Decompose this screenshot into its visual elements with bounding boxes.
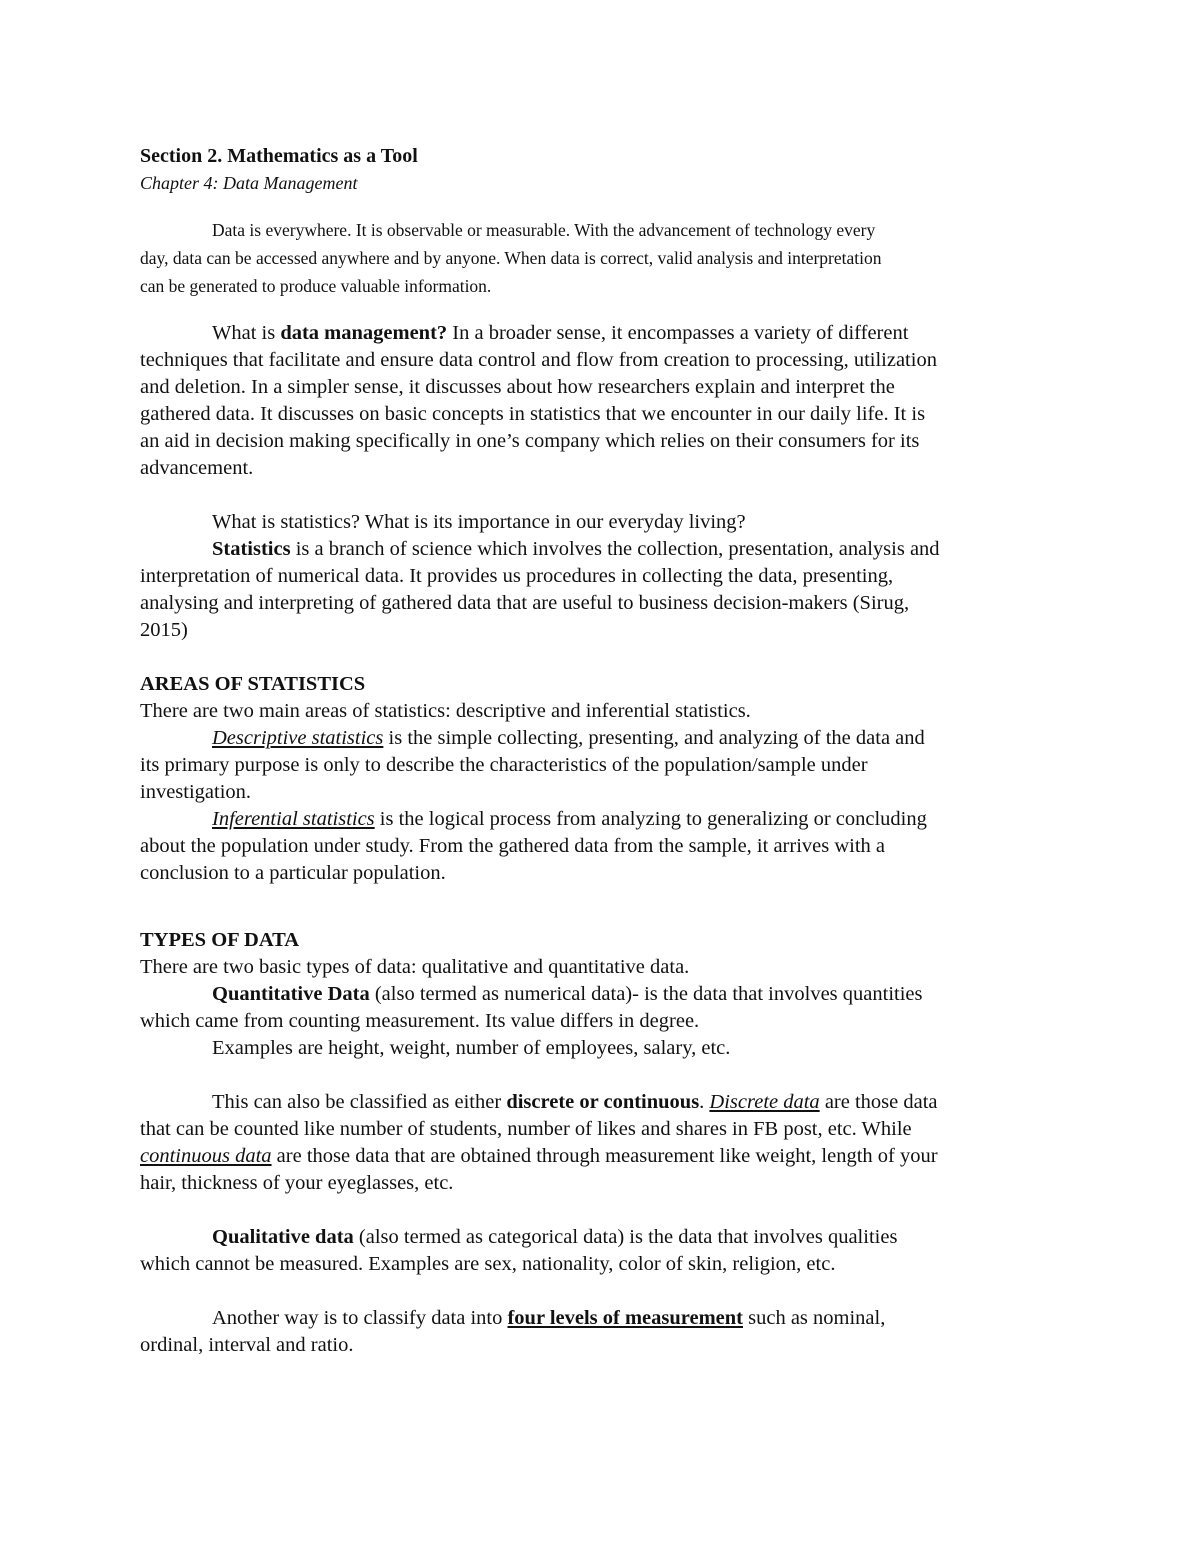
term-inferential-statistics: Inferential statistics xyxy=(212,808,375,830)
types-heading: TYPES OF DATA xyxy=(140,929,300,951)
paragraph-line: investigation. xyxy=(140,781,252,803)
paragraph-line: its primary purpose is only to describe the characteristics of the population/sample under xyxy=(140,754,868,776)
paragraph-line: that can be counted like number of students, number of likes and shares in FB post, etc. While xyxy=(140,1118,912,1140)
paragraph-line: an aid in decision making specifically in one’s company which relies on their consumers for its xyxy=(140,430,920,452)
text-run: is the simple collecting, presenting, and analyzing of the data and xyxy=(383,727,925,749)
paragraph-line: and deletion. In a simpler sense, it discusses about how researchers explain and interpret the xyxy=(140,376,895,398)
paragraph-line: Examples are height, weight, number of employees, salary, etc. xyxy=(212,1037,731,1059)
intro-line: day, data can be accessed anywhere and by anyone. When data is correct, valid analysis and interpretation xyxy=(140,248,882,268)
paragraph-line: There are two basic types of data: qualitative and quantitative data. xyxy=(140,956,690,978)
paragraph-line: ordinal, interval and ratio. xyxy=(140,1334,354,1356)
paragraph-line: about the population under study. From the gathered data from the sample, it arrives with a xyxy=(140,835,886,857)
types-of-data-section xyxy=(140,927,1060,1359)
paragraph-line: conclusion to a particular population. xyxy=(140,862,446,884)
term-continuous-data: continuous data xyxy=(140,1145,272,1167)
statistics-paragraph xyxy=(140,509,1060,644)
paragraph-line xyxy=(140,1143,1060,1170)
text-run: is the logical process from analyzing to generalizing or concluding xyxy=(374,808,927,830)
text-run: such as nominal, xyxy=(743,1307,886,1329)
paragraph-line xyxy=(140,536,1060,563)
term-four-levels-of-measurement: four levels of measurement xyxy=(507,1307,743,1329)
text-run: What is xyxy=(212,322,281,344)
paragraph-line xyxy=(140,1224,1060,1251)
text-run: are those data xyxy=(819,1091,938,1113)
paragraph-line: gathered data. It discusses on basic concepts in statistics that we encounter in our daily life. It is xyxy=(140,403,926,425)
paragraph-line: analysing and interpreting of gathered data that are useful to business decision-makers (Sirug, xyxy=(140,592,910,614)
term-qualitative-data: Qualitative data xyxy=(212,1226,354,1248)
paragraph-line: advancement. xyxy=(140,457,254,479)
paragraph-line xyxy=(140,320,1060,347)
areas-heading: AREAS OF STATISTICS xyxy=(140,673,366,695)
text-run: In a broader sense, it encompasses a variety of different xyxy=(447,322,909,344)
intro-paragraph xyxy=(140,216,1060,300)
intro-line: Data is everywhere. It is observable or measurable. With the advancement of technology every xyxy=(212,220,876,240)
paragraph-line: There are two main areas of statistics: descriptive and inferential statistics. xyxy=(140,700,751,722)
paragraph-line xyxy=(140,806,1060,833)
term-discrete-or-continuous: discrete or continuous xyxy=(506,1091,700,1113)
text-run: . xyxy=(699,1091,710,1113)
text-run: This can also be classified as either xyxy=(212,1091,507,1113)
term-statistics: Statistics xyxy=(212,538,291,560)
paragraph-line: which came from counting measurement. Its value differs in degree. xyxy=(140,1010,700,1032)
areas-of-statistics-section xyxy=(140,671,1060,887)
paragraph-line xyxy=(140,1305,1060,1332)
section-title: Section 2. Mathematics as a Tool xyxy=(140,145,418,167)
paragraph-line: techniques that facilitate and ensure data control and flow from creation to processing, utilization xyxy=(140,349,937,371)
statistics-question: What is statistics? What is its importance in our everyday living? xyxy=(212,511,746,533)
chapter-title: Chapter 4: Data Management xyxy=(140,173,358,193)
text-run: are those data that are obtained through measurement like weight, length of your xyxy=(271,1145,938,1167)
term-data-management: data management? xyxy=(280,322,448,344)
text-run: Another way is to classify data into xyxy=(212,1307,508,1329)
paragraph-line: which cannot be measured. Examples are sex, nationality, color of skin, religion, etc. xyxy=(140,1253,836,1275)
term-descriptive-statistics: Descriptive statistics xyxy=(212,727,384,749)
paragraph-line xyxy=(140,725,1060,752)
document-page xyxy=(140,142,1060,1359)
term-quantitative-data: Quantitative Data xyxy=(212,983,370,1005)
intro-line: can be generated to produce valuable information. xyxy=(140,276,492,296)
text-run: (also termed as numerical data)- is the data that involves quantities xyxy=(369,983,923,1005)
text-run: (also termed as categorical data) is the data that involves qualities xyxy=(353,1226,898,1248)
term-discrete-data: Discrete data xyxy=(709,1091,820,1113)
paragraph-line xyxy=(140,981,1060,1008)
data-management-paragraph xyxy=(140,320,1060,482)
paragraph-line: 2015) xyxy=(140,619,188,641)
paragraph-line: hair, thickness of your eyeglasses, etc. xyxy=(140,1172,454,1194)
text-run: is a branch of science which involves the collection, presentation, analysis and xyxy=(290,538,940,560)
paragraph-line: interpretation of numerical data. It provides us procedures in collecting the data, presenting, xyxy=(140,565,894,587)
paragraph-line xyxy=(140,1089,1060,1116)
